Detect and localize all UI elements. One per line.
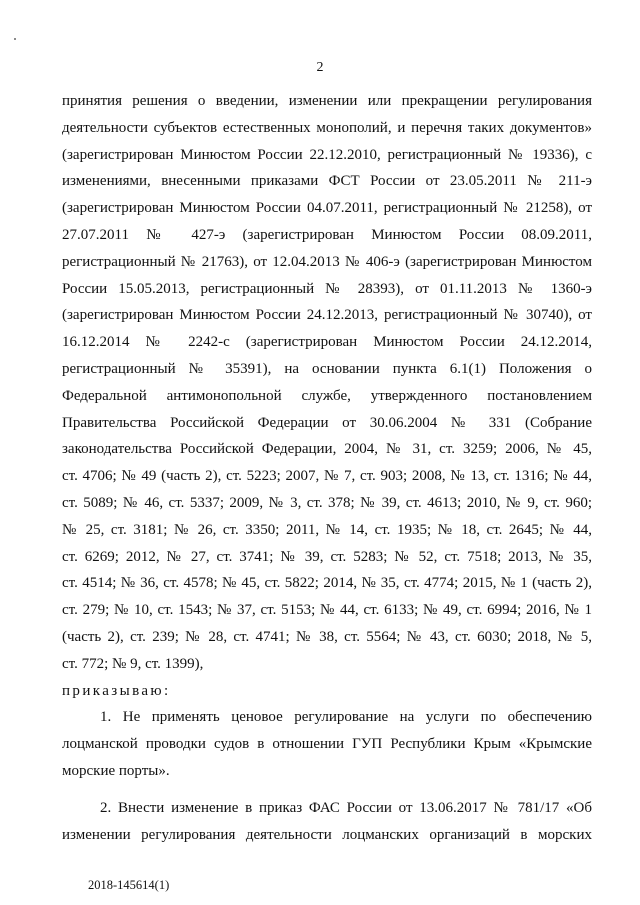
page-number: 2 (316, 60, 324, 75)
text-line: изменениями, внесенными приказами ФСТ России от 23.05.2011 № 211-э (62, 173, 592, 190)
text-line: (часть 2), ст. 239; № 28, ст. 4741; № 38, ст. 5564; № 43, ст. 6030; 2018, № 5, (62, 628, 592, 645)
document-body (62, 88, 592, 848)
text-line: Правительства Российской Федерации от 30.06.2004 № 331 (Собрание (62, 414, 592, 431)
text-line: (зарегистрирован Минюстом России 24.12.2013, регистрационный № 30740), от (62, 307, 592, 324)
text-line: регистрационный № 35391), на основании пункта 6.1(1) Положения о (62, 360, 592, 377)
text-line: 16.12.2014 № 2242-с (зарегистрирован Минюстом России 24.12.2014, (62, 334, 592, 351)
text-line: (зарегистрирован Минюстом России 04.07.2011, регистрационный № 21258), от (62, 200, 592, 217)
text-line: ст. 5089; № 46, ст. 5337; 2009, № 3, ст. 378; № 39, ст. 4613; 2010, № 9, ст. 960; (62, 494, 592, 511)
text-line: деятельности субъектов естественных монополий, и перечня таких документов» (62, 119, 592, 136)
text-line: лоцманской проводки судов в отношении ГУП Республики Крым «Крымские (62, 736, 592, 753)
text-line: России 15.05.2013, регистрационный № 28393), от 01.11.2013 № 1360-э (62, 280, 592, 297)
text-line: регистрационный № 21763), от 12.04.2013 № 406-э (зарегистрирован Минюстом (62, 253, 592, 270)
order-item-1 (62, 704, 592, 784)
text-line: морские порты». (62, 762, 170, 779)
scan-artifact-dot (14, 38, 16, 40)
text-line: ст. 772; № 9, ст. 1399), (62, 655, 204, 672)
text-line: 1. Не применять ценовое регулирование на услуги по обеспечению (100, 709, 592, 726)
text-line: ст. 4706; № 49 (часть 2), ст. 5223; 2007, № 7, ст. 903; 2008, № 13, ст. 1316; № 44, (62, 468, 592, 485)
text-line: ст. 4514; № 36, ст. 4578; № 45, ст. 5822; 2014, № 35, ст. 4774; 2015, № 1 (часть 2), (62, 575, 592, 592)
text-line: ст. 6269; 2012, № 27, ст. 3741; № 39, ст. 5283; № 52, ст. 7518; 2013, № 35, (62, 548, 592, 565)
document-registration-code: 2018-145614(1) (88, 878, 170, 892)
text-line: изменении регулирования деятельности лоцманских организаций в морских (62, 826, 592, 843)
text-line: Федеральной антимонопольной службе, утвержденного постановлением (62, 387, 592, 404)
text-line: (зарегистрирован Минюстом России 22.12.2010, регистрационный № 19336), с (62, 146, 592, 163)
text-line: 27.07.2011 № 427-э (зарегистрирован Минюстом России 08.09.2011, (62, 226, 592, 243)
paragraph-preamble (62, 88, 592, 678)
order-word: приказываю: (62, 682, 171, 699)
text-line: ст. 279; № 10, ст. 1543; № 37, ст. 5153; № 44, ст. 6133; № 49, ст. 6994; 2016, № 1 (62, 602, 592, 619)
paragraph-gap (62, 785, 592, 795)
text-line: 2. Внести изменение в приказ ФАС России от 13.06.2017 № 781/17 «Об (100, 799, 592, 816)
text-line: № 25, ст. 3181; № 26, ст. 3350; 2011, № 14, ст. 1935; № 18, ст. 2645; № 44, (62, 521, 592, 538)
text-line: законодательства Российской Федерации, 2004, № 31, ст. 3259; 2006, № 45, (62, 441, 592, 458)
text-line: принятия решения о введении, изменении или прекращении регулирования (62, 93, 592, 109)
order-item-2 (62, 795, 592, 849)
